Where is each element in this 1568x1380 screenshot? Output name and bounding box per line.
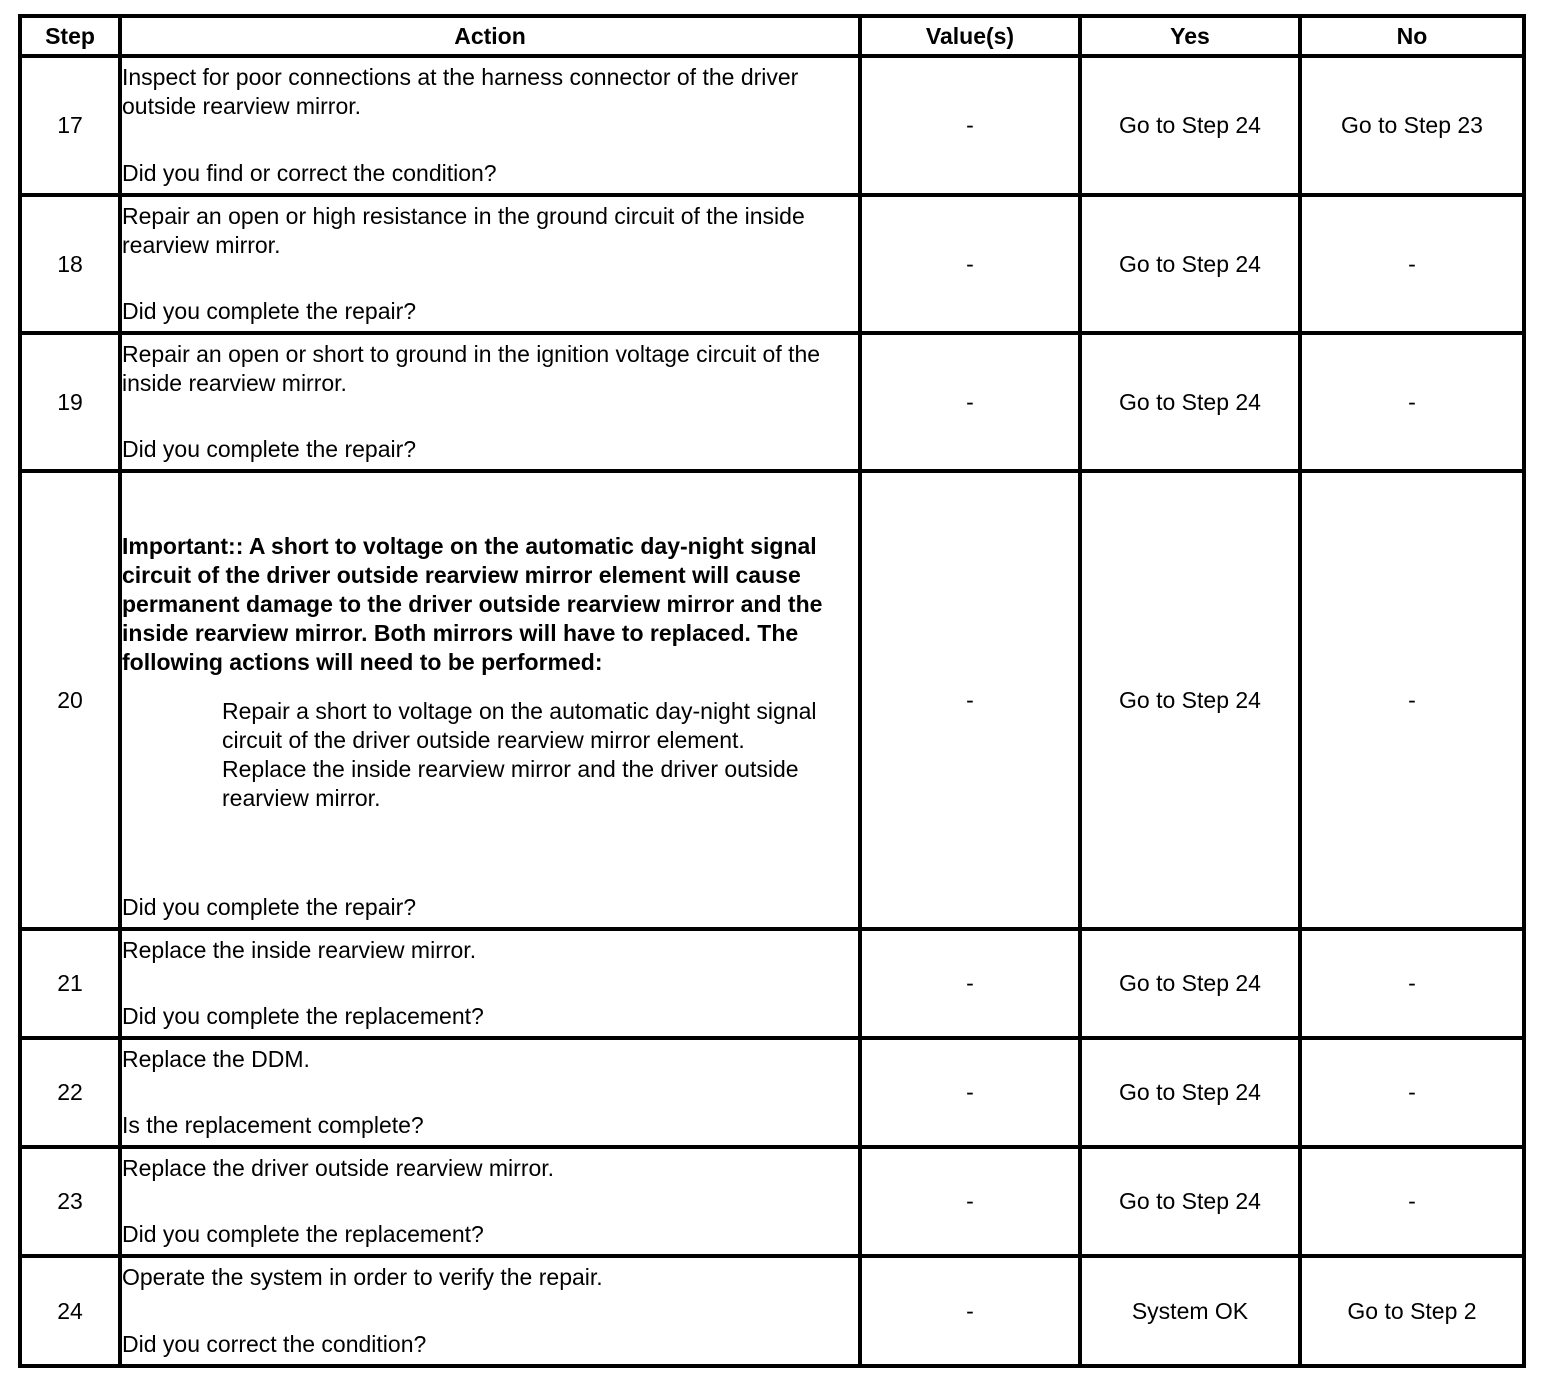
step-number: 17: [20, 56, 120, 195]
action-question: Did you complete the repair?: [122, 894, 417, 920]
no-cell: Go to Step 23: [1300, 56, 1524, 195]
action-question: Did you complete the replacement?: [122, 1221, 484, 1247]
no-cell: -: [1300, 1147, 1524, 1256]
action-question: Did you correct the condition?: [122, 1331, 427, 1357]
important-note: Important:: A short to voltage on the automatic day-night signal circuit of the driver outside rearview mirror element will cause permanent damage to the driver outside rearview mirror and the inside rearview mirror. Both mirrors will have to replaced. The following actions will need to be performed:: [122, 533, 823, 675]
action-question: Did you find or correct the condition?: [122, 160, 497, 186]
action-cell: [120, 1147, 860, 1256]
diagnostic-table: [18, 14, 1526, 1368]
yes-cell: Go to Step 24: [1080, 1147, 1300, 1256]
yes-cell: Go to Step 24: [1080, 56, 1300, 195]
table-row: [20, 1038, 1524, 1147]
action-text: Inspect for poor connections at the harness connector of the driver outside rearview mirror.: [122, 64, 799, 119]
action-question: Did you complete the repair?: [122, 298, 417, 324]
table-row: [20, 333, 1524, 471]
value-cell: -: [860, 333, 1080, 471]
step-number: 18: [20, 195, 120, 333]
header-row: [20, 16, 1524, 56]
table-row: [20, 56, 1524, 195]
value-cell: -: [860, 1147, 1080, 1256]
header-action: Action: [120, 16, 860, 56]
value-cell: -: [860, 1038, 1080, 1147]
yes-cell: System OK: [1080, 1256, 1300, 1366]
value-cell: -: [860, 195, 1080, 333]
action-question: Is the replacement complete?: [122, 1112, 424, 1138]
action-cell: [120, 56, 860, 195]
value-cell: -: [860, 471, 1080, 929]
action-cell: [120, 195, 860, 333]
step-number: 22: [20, 1038, 120, 1147]
header-yes: Yes: [1080, 16, 1300, 56]
no-cell: -: [1300, 471, 1524, 929]
table-row: [20, 1256, 1524, 1366]
yes-cell: Go to Step 24: [1080, 929, 1300, 1038]
step-number: 21: [20, 929, 120, 1038]
no-cell: -: [1300, 1038, 1524, 1147]
action-text: Replace the inside rearview mirror.: [122, 937, 477, 963]
header-no: No: [1300, 16, 1524, 56]
no-cell: -: [1300, 195, 1524, 333]
table-row: [20, 929, 1524, 1038]
no-cell: Go to Step 2: [1300, 1256, 1524, 1366]
header-values: Value(s): [860, 16, 1080, 56]
action-cell: [120, 471, 860, 929]
action-text: Replace the DDM.: [122, 1046, 310, 1072]
step-number: 23: [20, 1147, 120, 1256]
sub-action: Replace the inside rearview mirror and the driver outside rearview mirror.: [222, 756, 799, 811]
action-question: Did you complete the repair?: [122, 436, 417, 462]
action-text: Operate the system in order to verify the repair.: [122, 1264, 603, 1290]
sub-action: Repair a short to voltage on the automatic day-night signal circuit of the driver outside rearview mirror element.: [222, 698, 817, 753]
step-number: 24: [20, 1256, 120, 1366]
action-cell: [120, 1256, 860, 1366]
yes-cell: Go to Step 24: [1080, 333, 1300, 471]
table-row: [20, 195, 1524, 333]
action-text: Replace the driver outside rearview mirror.: [122, 1155, 555, 1181]
action-cell: [120, 929, 860, 1038]
step-number: 20: [20, 471, 120, 929]
yes-cell: Go to Step 24: [1080, 1038, 1300, 1147]
value-cell: -: [860, 56, 1080, 195]
no-cell: -: [1300, 333, 1524, 471]
action-cell: [120, 333, 860, 471]
header-step: Step: [20, 16, 120, 56]
value-cell: -: [860, 1256, 1080, 1366]
no-cell: -: [1300, 929, 1524, 1038]
step-number: 19: [20, 333, 120, 471]
action-text: Repair an open or short to ground in the ignition voltage circuit of the inside rearview mirror.: [122, 341, 821, 396]
value-cell: -: [860, 929, 1080, 1038]
yes-cell: Go to Step 24: [1080, 195, 1300, 333]
yes-cell: Go to Step 24: [1080, 471, 1300, 929]
table-row: [20, 1147, 1524, 1256]
table-row: [20, 471, 1524, 929]
action-cell: [120, 1038, 860, 1147]
action-question: Did you complete the replacement?: [122, 1003, 484, 1029]
action-text: Repair an open or high resistance in the ground circuit of the inside rearview mirror.: [122, 203, 805, 258]
